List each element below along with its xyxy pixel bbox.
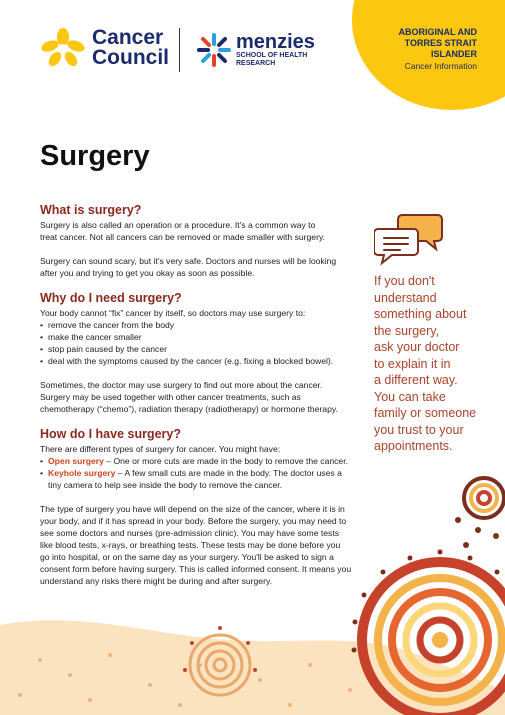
how-p2-line5: go into hospital, or on the same day as your surgery. You'll be asked to sign a	[40, 552, 334, 562]
keyhole-surgery-term: Keyhole surgery	[48, 468, 116, 478]
why-intro: Your body cannot “fix” cancer by itself, so doctors may use surgery to:	[40, 308, 306, 318]
cancer-council-logo	[40, 28, 169, 68]
list-item: • stop pain caused by the cancer	[40, 343, 358, 355]
why-p2-line2: Surgery may be used together with other cancer treatments, such as	[40, 392, 301, 402]
quote-line: understand	[374, 290, 437, 305]
quote-line: you trust to your	[374, 422, 464, 437]
how-p2-line6: consent form before having surgery. This is called informed consent. It means you	[40, 564, 352, 574]
how-p2-line7: understand any risks there might be during and after surgery.	[40, 576, 272, 586]
quote-line: family or someone	[374, 406, 477, 420]
badge-subtitle: Cancer Information	[404, 61, 477, 71]
menzies-emblem-icon	[196, 32, 232, 68]
list-item: • deal with the symptoms caused by the cancer (e.g. fixing a blocked bowel).	[40, 355, 358, 367]
quote-line: If you don't	[374, 274, 435, 288]
how-p2-line1: The type of surgery you have will depend on the size of the cancer, where it is in	[40, 504, 345, 514]
keyhole-surgery-text: – A few small cuts are made in the body. The doctor uses a	[115, 468, 342, 478]
badge-title-line1: ABORIGINAL AND	[398, 27, 477, 37]
how-p2-line2: your body, and if it has spread in your body. Before the surgery, you may need to	[40, 516, 347, 526]
open-surgery-term: Open surgery	[48, 456, 104, 466]
audience-badge-text	[399, 27, 478, 72]
quote-line: ask your doctor	[374, 340, 460, 354]
what-p1-line1: Surgery is also called an operation or a procedure. It's a common way to	[40, 220, 316, 230]
badge-title-line2: TORRES STRAIT	[404, 38, 477, 48]
what-p1-line2: treat cancer. Not all cancers can be removed or made smaller with surgery.	[40, 232, 325, 242]
why-p2-line1: Sometimes, the doctor may use surgery to find out more about the cancer.	[40, 380, 323, 390]
how-p2-line4: like blood tests, x-rays, or breathing tests. These tests may be done before you	[40, 540, 341, 550]
daffodil-icon	[40, 28, 86, 68]
open-surgery-text: – One or more cuts are made in the body to remove the cancer.	[103, 456, 348, 466]
cancer-council-line2: Council	[92, 46, 169, 69]
callout-quote	[374, 273, 499, 455]
why-p2-line3: chemotherapy (“chemo”), radiation therapy (radiotherapy) or hormone therapy.	[40, 404, 338, 414]
menzies-sub-line1: SCHOOL OF HEALTH	[236, 52, 308, 59]
menzies-logo	[196, 32, 315, 68]
quote-line: a different way.	[374, 373, 458, 387]
section-heading-what: What is surgery?	[40, 203, 142, 217]
quote-line: appointments.	[374, 439, 453, 453]
list-item: • remove the cancer from the body	[40, 319, 358, 331]
page-title: Surgery	[40, 140, 150, 172]
what-p2-line2: after you and trying to get you okay as soon as possible.	[40, 268, 255, 278]
section-heading-how: How do I have surgery?	[40, 427, 182, 441]
cancer-council-line1: Cancer	[92, 26, 164, 49]
logo-divider	[179, 28, 180, 72]
quote-line: You can take	[374, 389, 446, 404]
menzies-sub-line2: RESEARCH	[236, 60, 276, 67]
how-intro: There are different types of surgery for cancer. You might have:	[40, 444, 281, 454]
section-heading-why: Why do I need surgery?	[40, 291, 182, 305]
quote-line: to explain it in	[374, 356, 451, 371]
menzies-name: menzies	[236, 31, 315, 53]
keyhole-surgery-cont: tiny camera to help see inside the body to remove the cancer.	[48, 480, 283, 490]
badge-title-line3: ISLANDER	[430, 49, 477, 59]
what-p2-line1: Surgery can sound scary, but it's very safe. Doctors and nurses will be looking	[40, 256, 337, 266]
list-item: • make the cancer smaller	[40, 331, 358, 343]
quote-line: something about	[374, 307, 467, 321]
decorative-artwork	[0, 460, 505, 715]
why-bullet-list	[40, 319, 358, 367]
how-p2-line3: see some doctors and nurses (pre-admission clinic). You may have some tests	[40, 528, 340, 538]
speech-bubbles-icon	[374, 213, 444, 269]
quote-line: the surgery,	[374, 323, 440, 338]
